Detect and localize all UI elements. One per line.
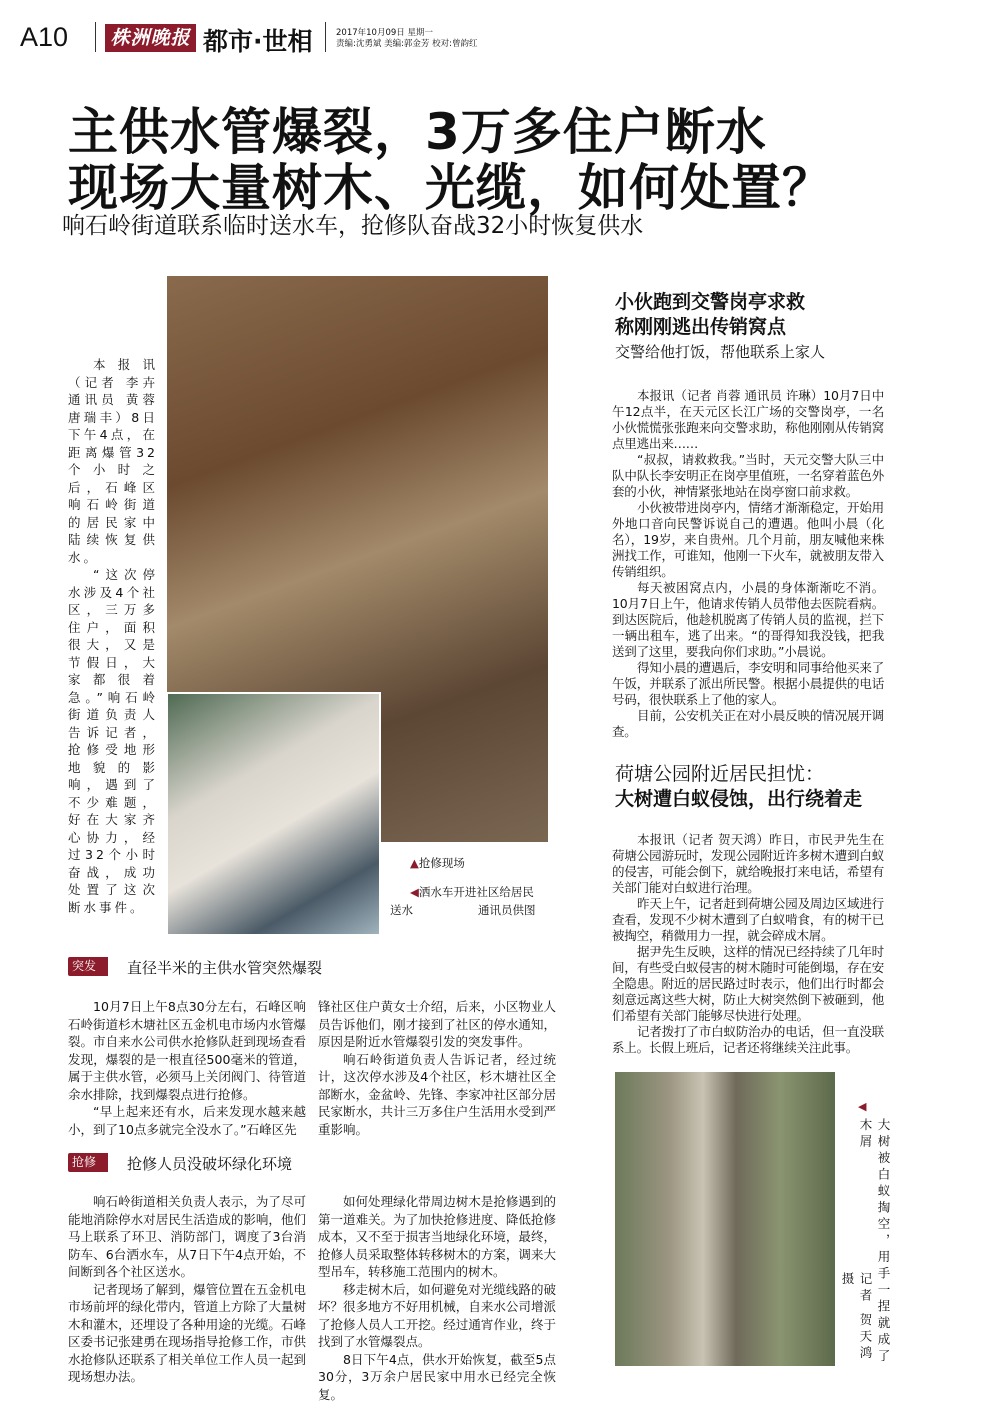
paragraph: 昨天上午，记者赶到荷塘公园及周边区域进行查看，发现不少树木遭到了白蚁啃食，有的树干已被掏空，稍微用力一捏，就会碎成木屑。 bbox=[612, 896, 884, 943]
paragraph: 每天被困窝点内，小晨的身体渐渐吃不消。10月7日上午，他请求传销人员带他去医院看病。到达医院后，他趁机脱离了传销人员的监视，拦下一辆出租车，逃了出来。“的哥得知我没钱，把我送到了这里，要我向你们求助。”小晨说。 bbox=[612, 580, 884, 659]
paragraph: 锋社区住户黄女士介绍，后来，小区物业人员告诉他们，刚才接到了社区的停水通知，原因是附近水管爆裂引发的突发事件。 bbox=[318, 999, 556, 1049]
triangle-left-icon: ◀ bbox=[410, 885, 419, 899]
paragraph: 8日下午4点，供水开始恢复，截至5点30分，3万余户居民家中用水已经完全恢复。 bbox=[318, 1351, 556, 1402]
paragraph: 小伙被带进岗亭内，情绪才渐渐稳定，开始用外地口音向民警诉说自己的遭遇。他叫小晨（化名），19岁，来自贵州。几个月前，朋友喊他来株洲找工作，可谁知，他刚一下火车，就被朋友带入传销组织。 bbox=[612, 500, 884, 579]
paragraph: 10月7日上午8点30分左右，石峰区响石岭街道杉木塘社区五金机电市场内水管爆裂。市自来水公司供水抢修队赶到现场查看发现，爆裂的是一根直径500毫米的管道，属于主供水管，必须马上关闭阀门、待管道余水排除，找到爆裂点进行抢修。 bbox=[68, 999, 306, 1102]
section-heading: 抢修人员没破坏绿化环境 bbox=[127, 1155, 293, 1173]
divider bbox=[95, 22, 96, 52]
paragraph: 记者拨打了市白蚁防治办的电话，但一直没联系上。长假上班后，记者还将继续关注此事。 bbox=[612, 1024, 884, 1055]
water-truck-photo bbox=[166, 692, 381, 936]
article-column bbox=[68, 1193, 306, 1386]
article-column bbox=[318, 1193, 556, 1403]
paragraph: 移走树木后，如何避免对光缆线路的破坏？很多地方不好用机械，自来水公司增派了抢修人员人工开挖。经过通宵作业，终于找到了水管爆裂点。 bbox=[318, 1281, 556, 1349]
paragraph: 本报讯（记者 李卉 通讯员 黄蓉 唐瑞丰）8日下午4点，在距离爆管32个小时之后，石峰区响石岭街道的居民家中陆续恢复供水。 bbox=[68, 357, 158, 565]
photo-credit: 记者 贺天鸿 摄 bbox=[840, 1272, 873, 1363]
page-meta bbox=[336, 28, 478, 50]
headline-line1: 主供水管爆裂，3万多住户断水 bbox=[68, 103, 767, 161]
paragraph: 响石岭街道负责人告诉记者，经过统计，这次停水涉及4个社区，杉木塘社区全部断水，金盆岭、先锋、李家冲社区部分居民家断水，共计三万多住户生活用水受到严重影响。 bbox=[318, 1051, 556, 1137]
article-subtitle: 交警给他打饭，帮他联系上家人 bbox=[615, 343, 826, 361]
section-heading: 直径半米的主供水管突然爆裂 bbox=[127, 959, 323, 977]
paragraph: “叔叔，请救救我。”当时，天元交警大队三中队中队长李安明正在岗亭里值班，一名穿着蓝色外套的小伙，神情紧张地站在岗亭窗口前求救。 bbox=[612, 452, 884, 499]
divider bbox=[325, 22, 326, 52]
paragraph: 响石岭街道相关负责人表示，为了尽可能地消除停水对居民生活造成的影响，他们马上联系了环卫、消防部门，调度了3台消防车、6台洒水车，从7日下午4点开始，不间断到各个社区送水。 bbox=[68, 1194, 306, 1279]
triangle-left-icon: ◀ bbox=[858, 1100, 867, 1113]
paragraph: “这次停水涉及4个社区，三万多住户，面积很大，又是节假日，大家都很着急。”响石岭街道负责人告诉记者，抢修受地形地貌的影响，遇到了不少难题，好在大家齐心协力，经过32个小时奋战，成功处置了这次断水事件。 bbox=[68, 567, 158, 915]
triangle-up-icon: ▲ bbox=[410, 856, 419, 870]
paragraph: 据尹先生反映，这样的情况已经持续了几年时间，有些受白蚁侵害的树木随时可能倒塌，存在安全隐患。附近的居民路过时表示，他们出行时都会刻意远离这些大树，防止大树突然倒下被砸到，他们希望有关部门能够尽快进行处理。 bbox=[612, 944, 884, 1023]
article-body bbox=[612, 832, 884, 1056]
article-body bbox=[612, 388, 884, 740]
paragraph: 本报讯（记者 肖蓉 通讯员 许琳）10月7日中午12点半，在天元区长江广场的交警岗亭，一名小伙慌慌张张跑来向交警求助，称他刚刚从传销窝点里逃出来…… bbox=[612, 388, 884, 451]
article-column bbox=[318, 998, 556, 1138]
section-tag: 突发 bbox=[68, 957, 108, 976]
editor-credits: 责编:沈勇斌 美编:郭金芳 校对:曾韵红 bbox=[336, 39, 478, 49]
photo-credit: 通讯员供图 bbox=[478, 903, 536, 917]
newspaper-logo: 株洲晚报 bbox=[105, 24, 196, 52]
article-title: 称刚刚逃出传销窝点 bbox=[615, 316, 787, 338]
photo-caption: ◀洒水车开进社区给居民 bbox=[410, 885, 534, 899]
section-tag: 抢修 bbox=[68, 1153, 108, 1172]
page-number: A10 bbox=[20, 22, 69, 52]
termite-tree-photo bbox=[615, 1072, 835, 1366]
paragraph: 记者现场了解到，爆管位置在五金机电市场前坪的绿化带内，管道上方除了大量树木和灌木，还埋设了各种用途的光缆。石峰区委书记张建勇在现场指导抢修工作，市供水抢修队还联系了相关单位工作人员一起到现场想办法。 bbox=[68, 1281, 306, 1384]
article-title: 荷塘公园附近居民担忧： bbox=[615, 763, 825, 785]
photo-caption: ▲抢修现场 bbox=[410, 856, 465, 870]
issue-date: 2017年10月09日 星期一 bbox=[336, 28, 433, 38]
paragraph: “早上起来还有水，后来发现水越来越小，到了10点多就完全没水了。”石峰区先 bbox=[68, 1104, 306, 1137]
paragraph: 得知小晨的遭遇后，李安明和同事给他买来了午饭，并联系了派出所民警。根据小晨提供的电话号码，很快联系上了他的家人。 bbox=[612, 660, 884, 707]
photo-caption: 大树被白蚁掏空，用手一捏就成了木屑 bbox=[858, 1118, 891, 1366]
paragraph: 如何处理绿化带周边树木是抢修遇到的第一道难关。为了加快抢修进度、降低抢修成本，又不至于损害当地绿化环境，最终，抢修人员采取整体转移树木的方案，调来大型吊车，转移施工范围内的树木。 bbox=[318, 1194, 556, 1279]
lead-text bbox=[68, 356, 158, 916]
section-name: 都市·世相 bbox=[203, 27, 313, 56]
article-column bbox=[68, 998, 306, 1138]
article-title: 大树遭白蚁侵蚀，出行绕着走 bbox=[615, 788, 863, 810]
paragraph: 目前，公安机关正在对小晨反映的情况展开调查。 bbox=[612, 708, 884, 739]
article-title: 小伙跑到交警岗亭求救 bbox=[615, 291, 806, 313]
headline-subtitle: 响石岭街道联系临时送水车，抢修队奋战32小时恢复供水 bbox=[62, 213, 644, 239]
photo-caption-cont: 送水 bbox=[390, 903, 413, 917]
paragraph: 本报讯（记者 贺天鸿）昨日，市民尹先生在荷塘公园游玩时，发现公园附近许多树木遭到白蚁的侵害，可能会倒下，就给晚报打来电话，希望有关部门能对白蚁进行治理。 bbox=[612, 832, 884, 895]
headline-line2: 现场大量树木、光缆，如何处置？ bbox=[68, 159, 833, 217]
